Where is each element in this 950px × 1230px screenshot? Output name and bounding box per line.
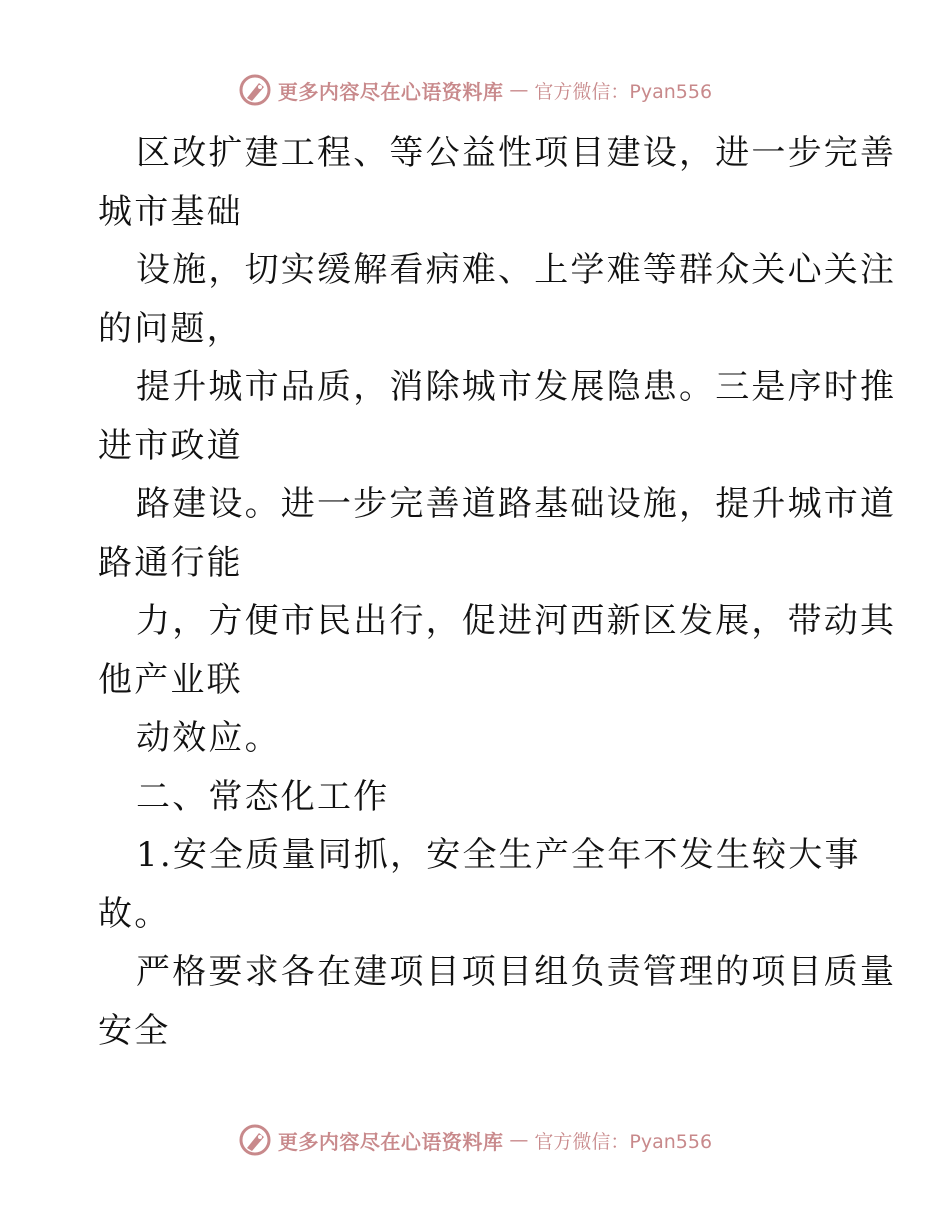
watermark-brand: 更多内容尽在心语资料库 [277, 1129, 504, 1154]
body-line: 的问题， [98, 308, 243, 349]
document-body [98, 124, 897, 1060]
pen-nib-logo-icon [238, 1123, 272, 1157]
body-line: 严格要求各在建项目项目组负责管理的项目质量 [136, 952, 897, 992]
footer-watermark [0, 1120, 950, 1160]
body-line: 他产业联 [98, 659, 243, 700]
pen-nib-logo-icon [238, 73, 272, 107]
body-line: 1.安全质量同抓，安全生产全年不发生较大事 [136, 835, 861, 875]
watermark-contact: 官方微信：Pyan556 [534, 1130, 713, 1153]
body-line: 安全 [98, 1010, 171, 1051]
body-line: 区改扩建工程、等公益性项目建设，进一步完善 [136, 133, 897, 173]
watermark-dash: — [509, 79, 529, 101]
body-line: 路通行能 [98, 542, 243, 583]
watermark-dash: — [509, 1129, 529, 1151]
watermark-contact: 官方微信：Pyan556 [534, 80, 713, 103]
header-watermark [0, 70, 950, 110]
body-line: 故。 [98, 893, 171, 934]
section-heading: 二、常态化工作 [136, 776, 390, 817]
body-line: 路建设。进一步完善道路基础设施，提升城市道 [136, 484, 897, 524]
body-line: 提升城市品质，消除城市发展隐患。三是序时推 [136, 367, 897, 407]
watermark-brand: 更多内容尽在心语资料库 [277, 79, 504, 104]
body-line: 进市政道 [98, 425, 243, 466]
body-line: 力，方便市民出行，促进河西新区发展，带动其 [136, 601, 897, 641]
body-line: 动效应。 [136, 718, 281, 758]
body-line: 城市基础 [98, 191, 243, 232]
body-line: 设施，切实缓解看病难、上学难等群众关心关注 [136, 250, 897, 290]
